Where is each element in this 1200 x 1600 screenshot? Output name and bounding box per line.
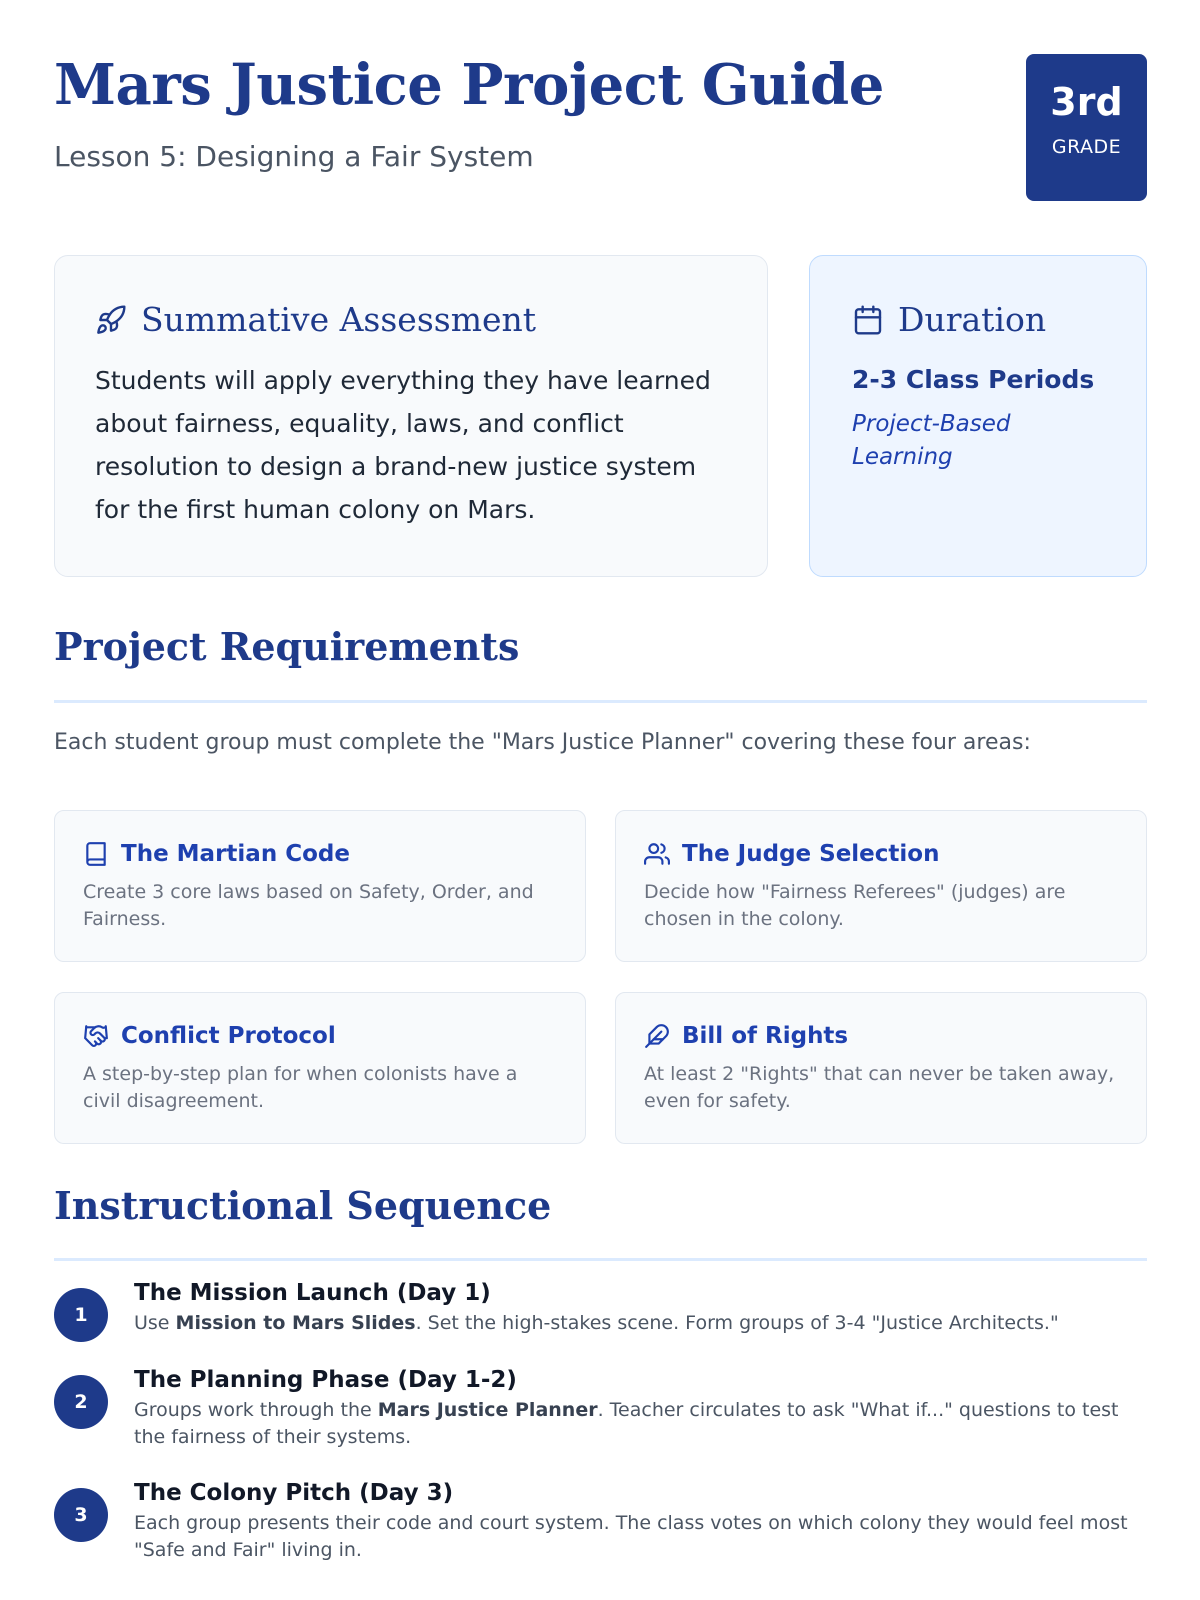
grade-label: GRADE — [1051, 136, 1122, 158]
grade-value: 3rd — [1050, 80, 1123, 124]
rocket-icon — [95, 304, 127, 336]
requirement-title: The Judge Selection — [682, 841, 940, 867]
calendar-icon — [852, 304, 884, 336]
step-desc: Each group presents their code and court system. The class votes on which colony they would feel most "Safe and Fair" living in. — [134, 1512, 1128, 1561]
step-title: The Mission Launch (Day 1) — [134, 1280, 491, 1306]
page-title: Mars Justice Project Guide — [54, 52, 884, 118]
section-divider — [54, 700, 1147, 703]
step-number-badge: 3 — [54, 1488, 108, 1542]
page-subtitle: Lesson 5: Designing a Fair System — [54, 140, 534, 173]
grade-badge — [1026, 54, 1147, 201]
requirement-desc: At least 2 "Rights" that can never be taken away, even for safety. — [644, 1063, 1115, 1112]
requirement-desc: Decide how "Fairness Referees" (judges) are chosen in the colony. — [644, 881, 1066, 930]
header — [54, 0, 1147, 230]
step-number-badge: 2 — [54, 1375, 108, 1429]
requirement-desc: A step-by-step plan for when colonists have a civil disagreement. — [83, 1063, 518, 1112]
handshake-icon — [83, 1023, 109, 1049]
project-requirements-heading: Project Requirements — [54, 624, 520, 669]
requirement-card-judge-selection — [615, 810, 1147, 962]
requirements-intro: Each student group must complete the "Mars Justice Planner" covering these four areas: — [54, 730, 1031, 755]
users-icon — [644, 841, 670, 867]
book-icon — [83, 841, 109, 867]
step-title: The Planning Phase (Day 1-2) — [134, 1367, 517, 1393]
lesson-guide-page — [54, 0, 1147, 1561]
step-title: The Colony Pitch (Day 3) — [134, 1480, 454, 1506]
duration-periods: 2-3 Class Periods — [852, 365, 1095, 394]
summative-assessment-text: Students will apply everything they have learned about fairness, equality, laws, and conflict resolution to design a brand-new justice system for the first human colony on Mars. — [95, 366, 711, 524]
requirement-card-bill-of-rights — [615, 992, 1147, 1144]
step-number-badge: 1 — [54, 1288, 108, 1342]
feather-icon — [644, 1023, 670, 1049]
duration-title: Duration — [898, 300, 1047, 339]
summative-assessment-card — [54, 255, 768, 577]
requirement-title: The Martian Code — [121, 841, 350, 867]
requirement-card-conflict-protocol — [54, 992, 586, 1144]
requirement-title: Conflict Protocol — [121, 1023, 336, 1049]
requirement-title: Bill of Rights — [682, 1023, 849, 1049]
summative-assessment-title: Summative Assessment — [141, 300, 537, 339]
duration-card — [809, 255, 1147, 577]
step-desc: Use Mission to Mars Slides. Set the high-stakes scene. Form groups of 3-4 "Justice Architects." — [134, 1312, 1059, 1334]
instructional-sequence-heading: Instructional Sequence — [54, 1183, 552, 1228]
section-divider — [54, 1258, 1147, 1261]
step-desc: Groups work through the Mars Justice Planner. Teacher circulates to ask "What if..." questions to test the fairness of their systems. — [134, 1399, 1119, 1448]
requirement-card-martian-code — [54, 810, 586, 962]
duration-type: Project-Based Learning — [852, 411, 1011, 470]
requirement-desc: Create 3 core laws based on Safety, Order, and Fairness. — [83, 881, 534, 930]
